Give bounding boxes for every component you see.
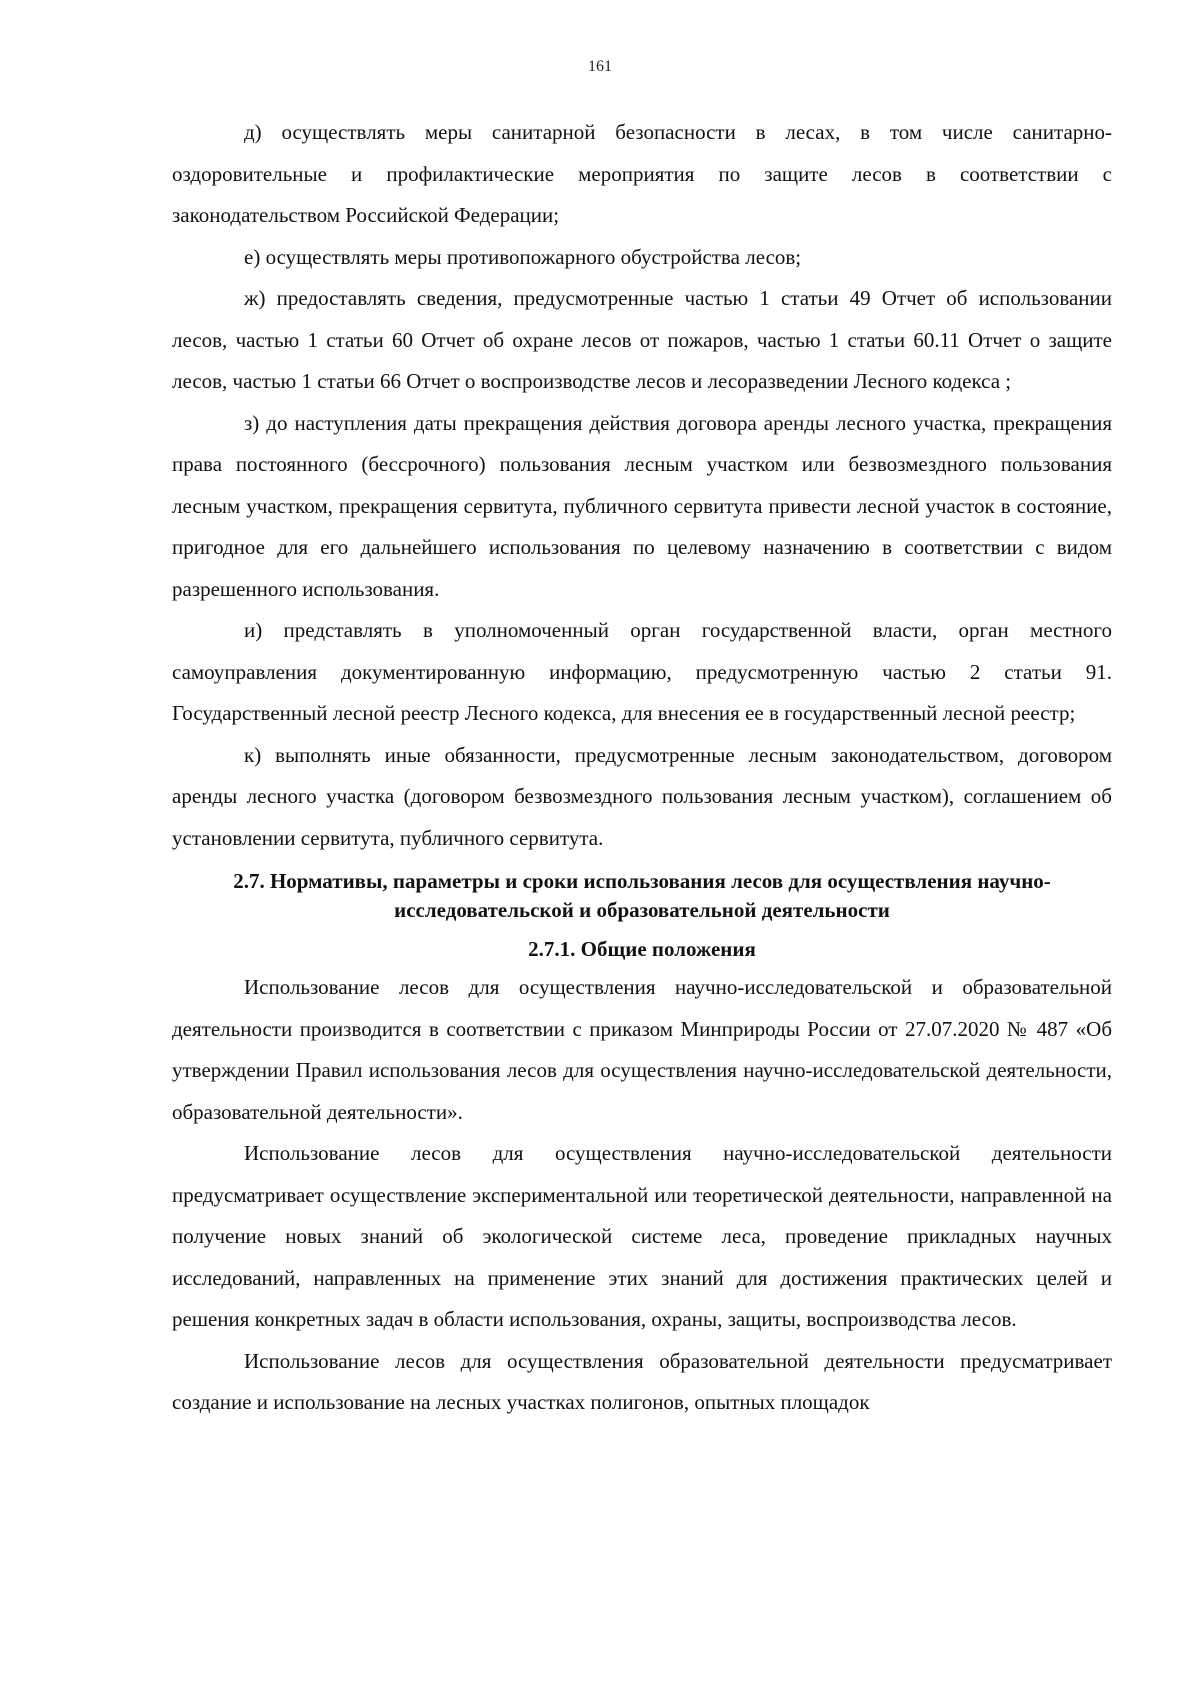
page-number: 161: [588, 58, 612, 75]
paragraph-d: д) осуществлять меры санитарной безопасности в лесах, в том числе санитарно-оздоровительные и профилактические мероприятия по защите лесов в соответствии с законодательством Российской Федерации;: [172, 120, 1112, 227]
paragraph-i: и) представлять в уполномоченный орган государственной власти, орган местного самоуправления документированную информацию, предусмотренную частью 2 статьи 91. Государственный лесной реестр Лесного кодекса, для внесения ее в государственный лесной реестр;: [172, 618, 1112, 725]
paragraph-zh: ж) предоставлять сведения, предусмотренные частью 1 статьи 49 Отчет об использовании лесов, частью 1 статьи 60 Отчет об охране лесов от пожаров, частью 1 статьи 60.11 Отчет о защите лесов, частью 1 статьи 66 Отчет о воспроизводстве лесов и лесоразведении Лесного кодекса ;: [172, 286, 1112, 393]
paragraph-general-2: Использование лесов для осуществления научно-исследовательской деятельности предусматривает осуществление экспериментальной или теоретической деятельности, направленной на получение новых знаний об экологической системе леса, проведение прикладных научных исследований, направленных на применение этих знаний для достижения практических целей и решения конкретных задач в области использования, охраны, защиты, воспроизводства лесов.: [172, 1141, 1112, 1331]
section-heading: 2.7. Нормативы, параметры и сроки использования лесов для осуществления научно-исследовательской и образовательной деятельности: [233, 869, 1051, 922]
paragraph-general-3: Использование лесов для осуществления образовательной деятельности предусматривает создание и использование на лесных участках полигонов, опытных площадок: [172, 1348, 1112, 1414]
paragraph-z: з) до наступления даты прекращения действия договора аренды лесного участка, прекращения права постоянного (бессрочного) пользования лесным участком или безвозмездного пользования лесным участком, прекращения сервитута, публичного сервитута привести лесной участок в состояние, пригодное для его дальнейшего использования по целевому назначению в соответствии с видом разрешенного использования.: [172, 410, 1112, 601]
document-body: [172, 112, 1112, 1424]
paragraph-e: е) осуществлять меры противопожарного обустройства лесов;: [244, 244, 802, 269]
subsection-heading: 2.7.1. Общие положения: [528, 937, 756, 961]
paragraph-general-1: Использование лесов для осуществления научно-исследовательской и образовательной деятельности производится в соответствии с приказом Минприроды России от 27.07.2020 № 487 «Об утверждении Правил использования лесов для осуществления научно-исследовательской деятельности, образовательной деятельности».: [172, 975, 1112, 1124]
paragraph-k: к) выполнять иные обязанности, предусмотренные лесным законодательством, договором аренды лесного участка (договором безвозмездного пользования лесным участком), соглашением об установлении сервитута, публичного сервитута.: [172, 742, 1112, 850]
